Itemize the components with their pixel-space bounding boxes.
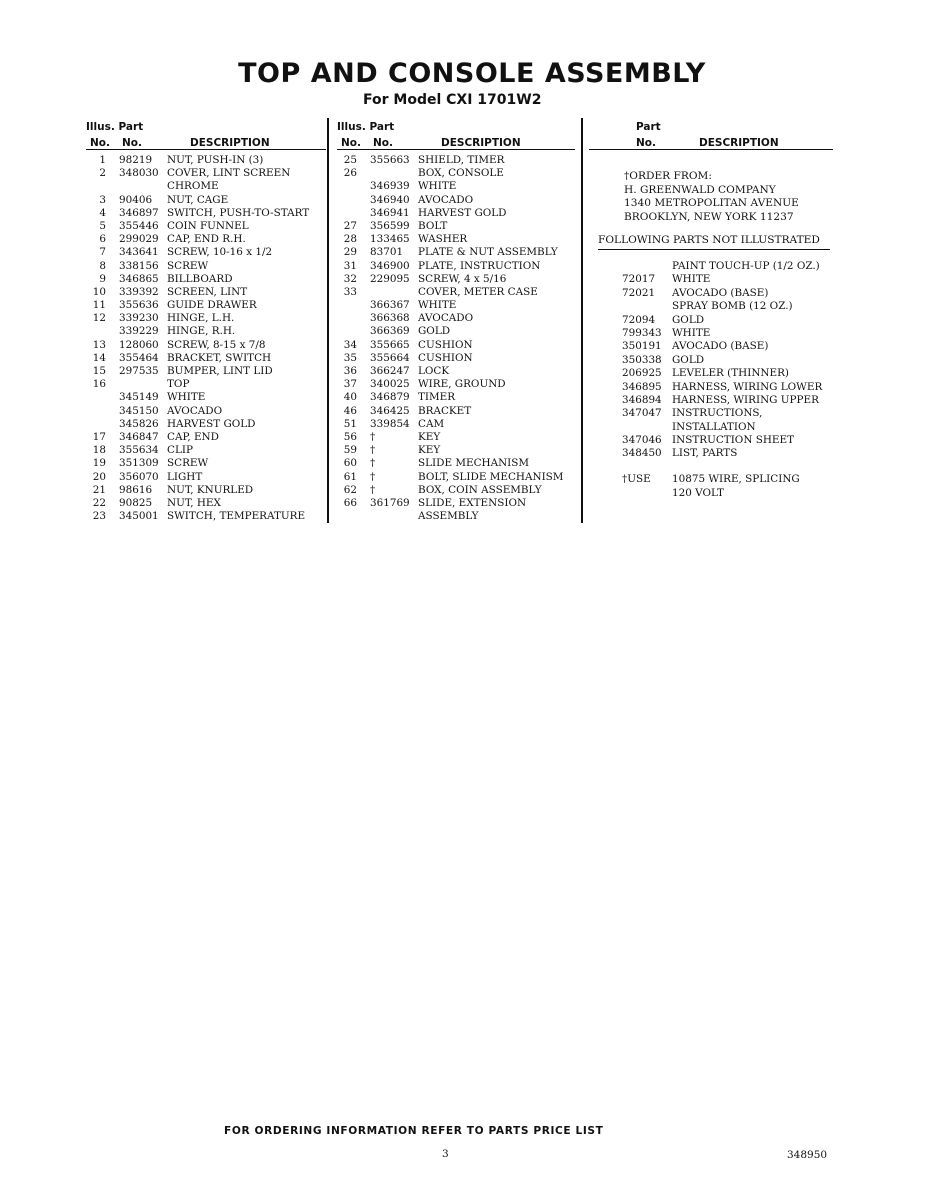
part-number: 345001 [119,510,159,523]
part-description: NUT, CAGE [167,193,229,206]
order-from-line: H. GREENWALD COMPANY [624,183,776,196]
part-number: † [370,430,376,443]
part-description: LIGHT [167,470,203,483]
part-description: SWITCH, PUSH-TO-START [167,206,310,219]
table-row [337,273,575,286]
table-row [337,233,575,246]
illus-number: 20 [92,470,106,483]
illus-number: 5 [99,219,106,232]
table-row [86,180,326,193]
part-number: 343641 [119,246,159,259]
parts-column-1 [86,119,326,523]
list-item [622,447,842,460]
illus-number: 23 [92,510,106,523]
part-description: SCREEN, LINT [167,285,248,298]
parts-column-3 [589,119,833,150]
illus-number: 28 [343,233,357,246]
page-number: 3 [442,1148,449,1160]
part-description: HARVEST GOLD [167,417,256,430]
illus-number: 9 [99,272,106,285]
part-number: 206925 [622,367,662,380]
table-row [337,352,575,365]
part-description: PLATE, INSTRUCTION [418,259,541,272]
illus-number: 46 [343,404,357,417]
part-description: ASSEMBLY [418,510,479,523]
part-description: SCREW, 4 x 5/16 [418,272,507,285]
table-row [337,484,575,497]
part-number: 346865 [119,272,159,285]
illus-number: 51 [343,417,357,430]
parts-list [337,150,575,523]
part-number: 339229 [119,325,159,338]
part-number: 366247 [370,365,410,377]
part-number: 346879 [370,391,410,404]
part-number: 346895 [622,380,662,393]
table-row [86,444,326,457]
table-row [337,194,575,207]
part-number: 346939 [370,180,410,193]
part-number: 799343 [622,326,662,339]
part-number: 133465 [370,233,410,246]
part-description: HARNESS, WIRING UPPER [672,393,819,406]
illus-number: 12 [92,312,106,325]
part-number: 72017 [622,273,656,286]
order-from-line: †ORDER FROM: [624,170,712,182]
part-description: COVER, METER CASE [418,285,538,298]
part-description: LOCK [418,365,450,377]
table-row [337,457,575,470]
use-note [622,473,842,486]
part-number: 366369 [370,325,410,338]
part-description: COVER, LINT SCREEN [167,167,291,180]
table-row [337,154,575,167]
part-number: 348030 [119,167,159,180]
illus-number: 3 [99,193,106,206]
part-description: BUMPER, LINT LID [167,365,273,377]
table-row [337,167,575,180]
description-header: DESCRIPTION [699,137,779,149]
part-description: PAINT TOUCH-UP (1/2 OZ.) [672,260,820,272]
not-illustrated-list [622,260,842,461]
table-row [86,391,326,404]
part-number: 72094 [622,313,656,326]
illus-number: 34 [343,338,357,351]
table-row [86,457,326,470]
part-number: 346941 [370,206,410,219]
table-row [337,299,575,312]
table-row [337,286,575,299]
part-number: 339392 [119,285,159,298]
part-description: BOX, CONSOLE [418,167,504,180]
part-number: 351309 [119,457,159,470]
part-number: 355464 [119,351,159,364]
table-row [337,431,575,444]
part-number: 347046 [622,434,662,447]
illus-part-header: Illus. Part [337,121,395,133]
table-row [86,194,326,207]
illus-number: 60 [343,457,357,470]
part-description: SHIELD, TIMER [418,154,505,166]
part-description: AVOCADO (BASE) [672,340,769,353]
use-note-label: †USE [622,473,651,485]
illus-number: 56 [343,430,357,443]
table-row [86,497,326,510]
part-description: INSTRUCTION SHEET [672,434,795,447]
illus-number: 36 [343,365,357,377]
illus-number: 31 [343,259,357,272]
part-number: 346940 [370,193,410,206]
part-description: GOLD [672,313,705,326]
order-from-line: BROOKLYN, NEW YORK 11237 [624,210,794,223]
illus-number: 29 [343,246,357,259]
part-description: BILLBOARD [167,272,233,285]
table-row [86,233,326,246]
list-item [622,434,842,447]
illus-number: 17 [92,430,106,443]
illus-number: 35 [343,351,357,364]
description-header: DESCRIPTION [190,137,270,149]
part-number: 229095 [370,272,410,285]
list-item [622,300,842,313]
illus-number: 61 [343,470,357,483]
part-number: 356070 [119,470,159,483]
part-description: TIMER [418,391,456,404]
part-description: COIN FUNNEL [167,219,249,232]
part-description: INSTALLATION [672,420,756,433]
part-number: 346897 [119,206,159,219]
list-item [622,421,842,434]
illus-number: 37 [343,378,357,391]
table-row [86,365,326,378]
table-row [337,220,575,233]
part-description: LIST, PARTS [672,447,738,460]
part-description: WHITE [672,326,711,339]
table-row [337,391,575,404]
part-description: WIRE, GROUND [418,378,506,391]
table-row [86,154,326,167]
table-row [337,312,575,325]
illus-number: 21 [92,483,106,496]
illus-part-header: Illus. Part [86,121,144,133]
parts-list [86,150,326,523]
part-no-header: No. [373,137,393,149]
column-divider [327,118,329,523]
part-number: 338156 [119,259,159,272]
part-description: SCREW [167,259,209,272]
column-header [589,119,833,150]
part-number: 355665 [370,338,410,351]
illus-number: 11 [92,299,106,312]
table-row [86,484,326,497]
part-description: HINGE, L.H. [167,312,235,325]
part-description: BOX, COIN ASSEMBLY [418,483,542,496]
part-header: Part [636,121,661,133]
part-description: WASHER [418,233,468,246]
list-item [622,314,842,327]
page-title: TOP AND CONSOLE ASSEMBLY [238,58,706,89]
part-description: SCREW, 10-16 x 1/2 [167,246,273,259]
part-number: 346425 [370,404,410,417]
illus-number: 10 [92,285,106,298]
table-row [337,180,575,193]
illus-number: 33 [343,285,357,298]
part-description: SLIDE, EXTENSION [418,496,527,509]
part-number: 356599 [370,219,410,232]
part-description: BOLT, SLIDE MECHANISM [418,470,564,483]
illus-number: 19 [92,457,106,470]
part-description: BOLT [418,219,448,232]
illus-number: 25 [343,154,357,166]
part-no-header: No. [636,137,656,149]
table-row [86,299,326,312]
part-description: AVOCADO [418,312,474,325]
part-number: 345149 [119,391,159,404]
part-description: NUT, HEX [167,496,221,509]
illus-number: 6 [99,233,106,246]
table-row [337,471,575,484]
column-header [86,119,326,150]
part-number: 297535 [119,365,159,377]
part-description: CAP, END R.H. [167,233,246,246]
use-note-line: 120 VOLT [672,487,724,499]
part-number: † [370,470,376,483]
part-number: 366367 [370,299,410,312]
part-number: 72021 [622,286,656,299]
part-description: KEY [418,444,441,457]
part-description: CUSHION [418,338,473,351]
table-row [86,510,326,523]
part-description: GOLD [418,325,451,338]
part-description: HINGE, R.H. [167,325,236,338]
part-number: 346900 [370,259,410,272]
illus-number: 1 [99,154,106,166]
table-row [86,418,326,431]
part-number: 98616 [119,483,153,496]
part-description: GUIDE DRAWER [167,299,257,312]
part-number: † [370,483,376,496]
part-description: SLIDE MECHANISM [418,457,530,470]
part-number: † [370,457,376,470]
table-row [86,220,326,233]
part-description: SWITCH, TEMPERATURE [167,510,306,523]
part-number: 347047 [622,407,662,420]
part-number: 90406 [119,193,153,206]
part-description: SCREW, 8-15 x 7/8 [167,338,266,351]
part-description: CLIP [167,444,193,457]
table-row [86,431,326,444]
table-row [86,312,326,325]
part-number: † [370,444,376,457]
part-number: 90825 [119,496,153,509]
part-number: 340025 [370,378,410,391]
part-number: 350338 [622,353,662,366]
part-description: LEVELER (THINNER) [672,367,789,380]
model-subtitle: For Model CXI 1701W2 [363,92,542,108]
illus-number: 14 [92,351,106,364]
part-number: 355634 [119,444,159,457]
list-item [622,287,842,300]
part-description: AVOCADO (BASE) [672,286,769,299]
part-number: 350191 [622,340,662,353]
part-number: 345826 [119,417,159,430]
illus-number: 16 [92,378,106,391]
part-description: WHITE [418,180,457,193]
table-row [86,260,326,273]
table-row [337,444,575,457]
table-row [337,418,575,431]
part-description: AVOCADO [167,404,223,417]
table-row [86,339,326,352]
use-note [622,487,842,500]
part-description: SPRAY BOMB (12 OZ.) [672,300,793,313]
table-row [337,339,575,352]
part-number: 346894 [622,393,662,406]
part-number: 361769 [370,496,410,509]
illus-number: 26 [343,167,357,180]
part-description: BRACKET, SWITCH [167,351,272,364]
table-row [86,286,326,299]
table-row [86,246,326,259]
part-number: 345150 [119,404,159,417]
part-number: 348450 [622,447,662,460]
table-row [86,405,326,418]
part-number: 346847 [119,430,159,443]
part-number: 366368 [370,312,410,325]
illus-no-header: No. [341,137,361,149]
illus-number: 27 [343,219,357,232]
table-row [86,273,326,286]
illus-number: 22 [92,496,106,509]
list-item [622,394,842,407]
illus-number: 66 [343,496,357,509]
order-from-line: 1340 METROPOLITAN AVENUE [624,197,799,210]
table-row [86,167,326,180]
part-description: AVOCADO [418,193,474,206]
part-description: WHITE [418,299,457,312]
illus-number: 62 [343,483,357,496]
part-description: CAM [418,417,445,430]
description-header: DESCRIPTION [441,137,521,149]
part-description: NUT, PUSH-IN (3) [167,154,264,166]
illus-number: 13 [92,338,106,351]
list-item [622,327,842,340]
part-number: 339230 [119,312,159,325]
part-description: NUT, KNURLED [167,483,254,496]
part-description: TOP [167,378,190,391]
part-number: 299029 [119,233,159,246]
table-row [86,378,326,391]
part-number: 128060 [119,338,159,351]
table-row [86,325,326,338]
part-description: WHITE [167,391,206,404]
parts-column-2 [337,119,575,523]
part-description: PLATE & NUT ASSEMBLY [418,246,558,259]
ordering-footer: FOR ORDERING INFORMATION REFER TO PARTS PRICE LIST [224,1125,604,1137]
part-number: 355664 [370,351,410,364]
part-number: 339854 [370,417,410,430]
table-row [337,510,575,523]
part-number: 355636 [119,299,159,312]
order-from-address [624,170,799,224]
part-description: CAP, END [167,430,219,443]
illus-number: 32 [343,272,357,285]
part-number: 98219 [119,154,153,166]
illus-no-header: No. [90,137,110,149]
table-row [86,471,326,484]
illus-number: 59 [343,444,357,457]
table-row [337,207,575,220]
table-row [337,325,575,338]
part-description: HARVEST GOLD [418,206,507,219]
list-item [622,260,842,273]
table-row [337,497,575,510]
list-item [622,367,842,380]
list-item [622,407,842,420]
part-number: 355663 [370,154,410,166]
column-header [337,119,575,150]
illus-number: 2 [99,167,106,180]
illus-number: 15 [92,365,106,377]
part-number: 355446 [119,219,159,232]
list-item [622,381,842,394]
part-description: CUSHION [418,351,473,364]
list-item [622,273,842,286]
part-description: GOLD [672,353,705,366]
part-description: BRACKET [418,404,472,417]
not-illustrated-heading: FOLLOWING PARTS NOT ILLUSTRATED [598,234,830,250]
table-row [337,246,575,259]
table-row [86,352,326,365]
illus-number: 7 [99,246,106,259]
use-note-line: 10875 WIRE, SPLICING [672,473,800,485]
list-item [622,340,842,353]
table-row [337,378,575,391]
part-description: INSTRUCTIONS, [672,407,763,420]
illus-number: 4 [99,206,106,219]
part-description: HARNESS, WIRING LOWER [672,380,823,393]
table-row [86,207,326,220]
part-number: 83701 [370,246,404,259]
part-description: KEY [418,430,441,443]
part-description: CHROME [167,180,219,193]
illus-number: 18 [92,444,106,457]
part-description: WHITE [672,273,711,286]
illus-number: 8 [99,259,106,272]
table-row [337,405,575,418]
column-divider [581,118,583,523]
part-no-header: No. [122,137,142,149]
document-number: 348950 [787,1149,828,1161]
illus-number: 40 [343,391,357,404]
table-row [337,365,575,378]
table-row [337,260,575,273]
part-description: SCREW [167,457,209,470]
list-item [622,354,842,367]
